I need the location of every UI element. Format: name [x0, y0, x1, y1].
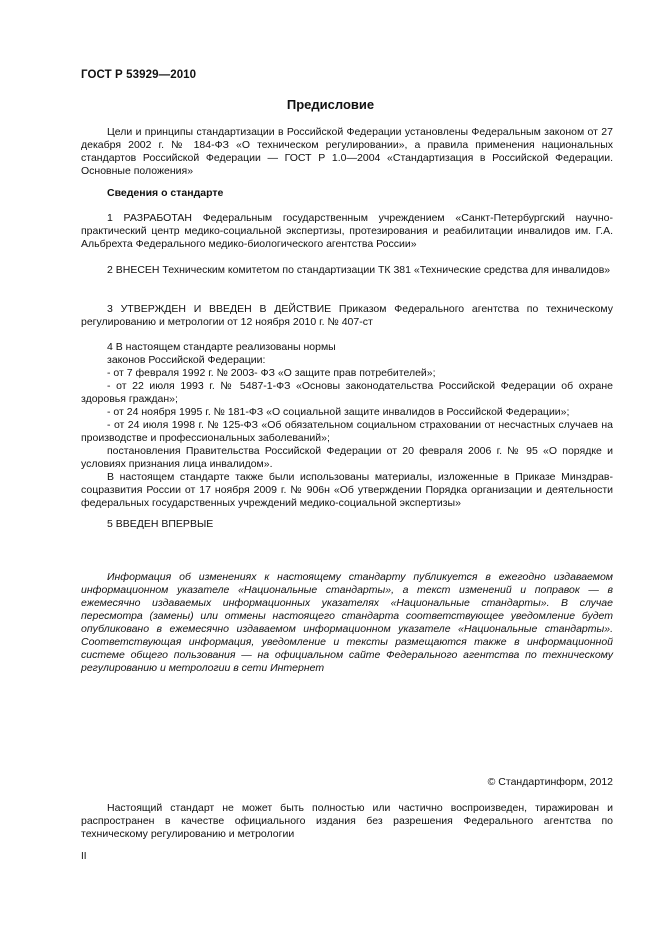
item-4-law-1: - от 7 февраля 1992 г. № 2003- ФЗ «О защите прав потребителей»; [107, 367, 436, 379]
page-number: II [81, 851, 87, 862]
intro-paragraph: Цели и принципы стандартизации в Российской Федерации установлены Федеральным законом от 27 декабря 2002 г. № 184-ФЗ «О техническом регулировании», а правила применения национальных стандартов Российской Федерации — ГОСТ Р 1.0—2004 «Стандартизация в Российской Федерации. Основные положения» [81, 126, 613, 177]
item-4-materials: В настоящем стандарте также были использованы материалы, изложенные в Приказе Минздрав-соцразвития России от 17 ноября 2009 г. № 906н «Об утверждении Порядка организации и деятельности федеральных государственных учреждений медико-социальной экспертизы» [81, 471, 613, 509]
item-4-line-2: законов Российской Федерации: [107, 354, 266, 366]
item-2-submitted: 2 ВНЕСЕН Техническим комитетом по стандартизации ТК 381 «Технические средства для инвалидов» [107, 264, 611, 276]
item-4-law-4: - от 24 июля 1998 г. № 125-ФЗ «Об обязательном социальном страховании от несчастных случаев на производстве и профессиональных заболеваний»; [81, 419, 613, 444]
item-4-law-3: - от 24 ноября 1995 г. № 181-ФЗ «О социальной защите инвалидов в Российской Федерации»; [107, 406, 570, 418]
item-5-introduced: 5 ВВЕДЕН ВПЕРВЫЕ [107, 518, 214, 530]
page-title: Предисловие [286, 97, 375, 112]
info-heading: Сведения о стандарте [107, 187, 224, 199]
changes-notice: Информация об изменениях к настоящему стандарту публикуется в ежегодно издаваемом информационном указателе «Национальные стандарты», а текст изменений и поправок — в ежемесячно издаваемых информационных указателях «Национальные стандарты». В случае пересмотра (замены) или отмены настоящего стандарта соответствующее уведомление будет опубликовано в ежемесячно издаваемом информационном указателе «Национальные стандарты». Соответствующая информация, уведомление и тексты размещаются также в информационной системе общего пользования — на официальном сайте Федерального агентства по техническому регулированию и метрологии в сети Интернет [81, 571, 613, 674]
reproduction-notice: Настоящий стандарт не может быть полностью или частично воспроизведен, тиражирован и распространен в качестве официального издания без разрешения Федерального агентства по техническому регулированию и метрологии [81, 802, 613, 840]
item-1-developed: 1 РАЗРАБОТАН Федеральным государственным учреждением «Санкт-Петербургский научно-практический центр медико-социальной экспертизы, протезирования и реабилитации инвалидов им. Г.А. Альбрехта Федерального медико-биологического агентства России» [81, 212, 613, 250]
item-3-approved: 3 УТВЕРЖДЕН И ВВЕДЕН В ДЕЙСТВИЕ Приказом Федерального агентства по техническому регулированию и метрологии от 12 ноября 2010 г. № 407-ст [81, 303, 613, 328]
item-4-norms [81, 341, 613, 510]
gost-header: ГОСТ Р 53929—2010 [81, 69, 197, 81]
item-4-decree: постановления Правительства Российской Федерации от 20 февраля 2006 г. № 95 «О порядке и условиях признания лица инвалидом». [81, 445, 613, 470]
item-4-law-2: - от 22 июля 1993 г. № 5487-1-ФЗ «Основы законодательства Российской Федерации об охране здоровья граждан»; [81, 380, 613, 405]
copyright: © Стандартинформ, 2012 [487, 776, 613, 788]
item-4-line-1: 4 В настоящем стандарте реализованы нормы [107, 341, 336, 353]
